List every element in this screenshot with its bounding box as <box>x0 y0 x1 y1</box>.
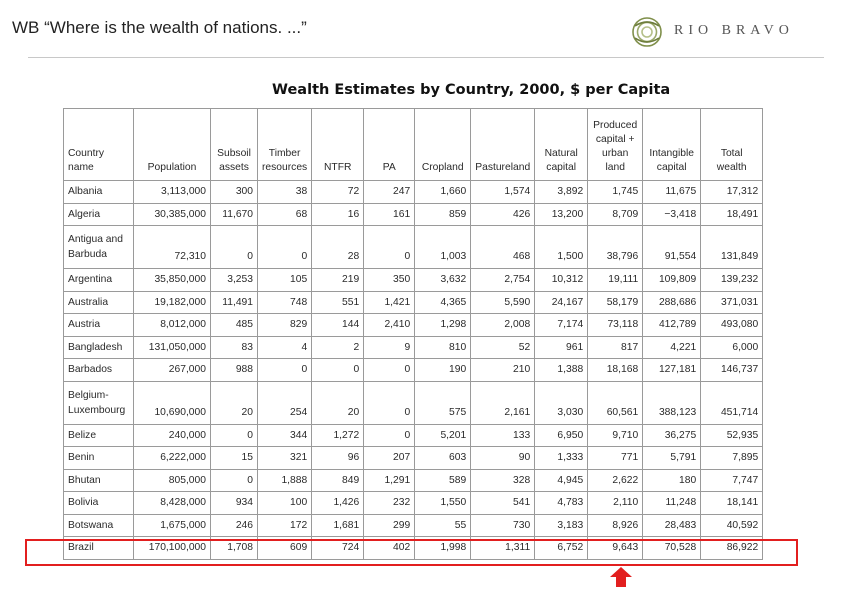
value-cell: 11,670 <box>211 203 258 226</box>
table-row <box>64 291 763 314</box>
table-row <box>64 424 763 447</box>
country-cell: Albania <box>64 181 134 204</box>
country-cell: Antigua and Barbuda <box>64 226 134 269</box>
value-cell: 371,031 <box>701 291 763 314</box>
value-cell: 90 <box>471 447 535 470</box>
table-header-row <box>64 109 763 181</box>
value-cell: 52,935 <box>701 424 763 447</box>
value-cell: 0 <box>364 424 415 447</box>
value-cell: 35,850,000 <box>134 269 211 292</box>
value-cell: 1,708 <box>211 537 258 560</box>
value-cell: 1,675,000 <box>134 514 211 537</box>
value-cell: 0 <box>258 226 312 269</box>
value-cell: 1,660 <box>415 181 471 204</box>
country-cell: Botswana <box>64 514 134 537</box>
value-cell: 20 <box>211 381 258 424</box>
country-cell: Benin <box>64 447 134 470</box>
value-cell: 40,592 <box>701 514 763 537</box>
value-cell: 3,113,000 <box>134 181 211 204</box>
table-body <box>64 181 763 560</box>
table-row <box>64 514 763 537</box>
value-cell: 0 <box>312 359 364 382</box>
value-cell: 0 <box>364 359 415 382</box>
value-cell: 300 <box>211 181 258 204</box>
column-header: Natural capital <box>535 109 588 181</box>
value-cell: 72 <box>312 181 364 204</box>
value-cell: 6,000 <box>701 336 763 359</box>
value-cell: 4 <box>258 336 312 359</box>
value-cell: 388,123 <box>643 381 701 424</box>
table-row <box>64 381 763 424</box>
value-cell: 16 <box>312 203 364 226</box>
value-cell: 19,111 <box>588 269 643 292</box>
value-cell: 13,200 <box>535 203 588 226</box>
country-cell: Barbados <box>64 359 134 382</box>
value-cell: 10,690,000 <box>134 381 211 424</box>
value-cell: 83 <box>211 336 258 359</box>
value-cell: 7,174 <box>535 314 588 337</box>
column-header: Pastureland <box>471 109 535 181</box>
value-cell: 859 <box>415 203 471 226</box>
value-cell: 9 <box>364 336 415 359</box>
value-cell: 4,945 <box>535 469 588 492</box>
value-cell: 1,550 <box>415 492 471 515</box>
value-cell: 451,714 <box>701 381 763 424</box>
value-cell: 299 <box>364 514 415 537</box>
value-cell: 541 <box>471 492 535 515</box>
value-cell: 817 <box>588 336 643 359</box>
wealth-estimates-table <box>63 108 763 560</box>
value-cell: 771 <box>588 447 643 470</box>
value-cell: 4,221 <box>643 336 701 359</box>
value-cell: 934 <box>211 492 258 515</box>
value-cell: 247 <box>364 181 415 204</box>
slide-title: WB “Where is the wealth of nations. ...” <box>12 18 307 37</box>
value-cell: 730 <box>471 514 535 537</box>
column-header: Subsoil assets <box>211 109 258 181</box>
value-cell: 7,747 <box>701 469 763 492</box>
value-cell: 412,789 <box>643 314 701 337</box>
value-cell: 133 <box>471 424 535 447</box>
country-cell: Argentina <box>64 269 134 292</box>
column-header: Cropland <box>415 109 471 181</box>
value-cell: 1,311 <box>471 537 535 560</box>
value-cell: 190 <box>415 359 471 382</box>
value-cell: 328 <box>471 469 535 492</box>
value-cell: 100 <box>258 492 312 515</box>
rio-bravo-emblem-icon <box>630 15 666 49</box>
value-cell: 109,809 <box>643 269 701 292</box>
table-row <box>64 181 763 204</box>
table-row <box>64 336 763 359</box>
value-cell: 131,849 <box>701 226 763 269</box>
value-cell: 551 <box>312 291 364 314</box>
value-cell: 6,222,000 <box>134 447 211 470</box>
value-cell: 9,710 <box>588 424 643 447</box>
value-cell: 240,000 <box>134 424 211 447</box>
value-cell: 36,275 <box>643 424 701 447</box>
country-cell: Belgium-Luxembourg <box>64 381 134 424</box>
value-cell: 172 <box>258 514 312 537</box>
value-cell: 1,574 <box>471 181 535 204</box>
value-cell: 589 <box>415 469 471 492</box>
value-cell: 402 <box>364 537 415 560</box>
value-cell: 1,003 <box>415 226 471 269</box>
value-cell: 961 <box>535 336 588 359</box>
country-cell: Austria <box>64 314 134 337</box>
value-cell: 3,183 <box>535 514 588 537</box>
brazil-row-highlight <box>25 539 798 566</box>
value-cell: 144 <box>312 314 364 337</box>
table-row <box>64 447 763 470</box>
value-cell: 5,590 <box>471 291 535 314</box>
table-title: Wealth Estimates by Country, 2000, $ per Capita <box>272 82 671 98</box>
value-cell: 1,888 <box>258 469 312 492</box>
value-cell: 52 <box>471 336 535 359</box>
value-cell: 17,312 <box>701 181 763 204</box>
value-cell: 180 <box>643 469 701 492</box>
value-cell: 105 <box>258 269 312 292</box>
value-cell: 1,388 <box>535 359 588 382</box>
value-cell: 1,426 <box>312 492 364 515</box>
value-cell: 8,926 <box>588 514 643 537</box>
value-cell: 0 <box>364 226 415 269</box>
value-cell: 18,168 <box>588 359 643 382</box>
country-cell: Bhutan <box>64 469 134 492</box>
value-cell: 131,050,000 <box>134 336 211 359</box>
column-header: Produced capital + urban land <box>588 109 643 181</box>
value-cell: 28,483 <box>643 514 701 537</box>
value-cell: 0 <box>211 469 258 492</box>
value-cell: 344 <box>258 424 312 447</box>
value-cell: 207 <box>364 447 415 470</box>
value-cell: 170,100,000 <box>134 537 211 560</box>
value-cell: 468 <box>471 226 535 269</box>
value-cell: 86,922 <box>701 537 763 560</box>
country-cell: Bolivia <box>64 492 134 515</box>
value-cell: 2,754 <box>471 269 535 292</box>
value-cell: 1,298 <box>415 314 471 337</box>
value-cell: 988 <box>211 359 258 382</box>
value-cell: 2,622 <box>588 469 643 492</box>
value-cell: 288,686 <box>643 291 701 314</box>
value-cell: 139,232 <box>701 269 763 292</box>
value-cell: 748 <box>258 291 312 314</box>
value-cell: 1,998 <box>415 537 471 560</box>
value-cell: 2 <box>312 336 364 359</box>
value-cell: 60,561 <box>588 381 643 424</box>
value-cell: 11,248 <box>643 492 701 515</box>
value-cell: 4,365 <box>415 291 471 314</box>
value-cell: 3,030 <box>535 381 588 424</box>
value-cell: 0 <box>211 226 258 269</box>
value-cell: 8,012,000 <box>134 314 211 337</box>
column-header: Country name <box>64 109 134 181</box>
value-cell: 10,312 <box>535 269 588 292</box>
value-cell: 724 <box>312 537 364 560</box>
value-cell: 485 <box>211 314 258 337</box>
value-cell: 5,791 <box>643 447 701 470</box>
value-cell: 28 <box>312 226 364 269</box>
value-cell: 7,895 <box>701 447 763 470</box>
value-cell: 11,491 <box>211 291 258 314</box>
table-row <box>64 269 763 292</box>
value-cell: 1,681 <box>312 514 364 537</box>
value-cell: 24,167 <box>535 291 588 314</box>
value-cell: 1,333 <box>535 447 588 470</box>
value-cell: 55 <box>415 514 471 537</box>
value-cell: 493,080 <box>701 314 763 337</box>
value-cell: 38 <box>258 181 312 204</box>
up-arrow-icon <box>610 567 632 587</box>
value-cell: 9,643 <box>588 537 643 560</box>
value-cell: 1,500 <box>535 226 588 269</box>
value-cell: 127,181 <box>643 359 701 382</box>
country-cell: Brazil <box>64 537 134 560</box>
column-header: PA <box>364 109 415 181</box>
value-cell: 0 <box>258 359 312 382</box>
rio-bravo-logo <box>630 15 820 49</box>
value-cell: 6,752 <box>535 537 588 560</box>
value-cell: 146,737 <box>701 359 763 382</box>
value-cell: 426 <box>471 203 535 226</box>
value-cell: 96 <box>312 447 364 470</box>
value-cell: 2,110 <box>588 492 643 515</box>
value-cell: 6,950 <box>535 424 588 447</box>
value-cell: 805,000 <box>134 469 211 492</box>
value-cell: 8,709 <box>588 203 643 226</box>
table-row <box>64 226 763 269</box>
value-cell: 0 <box>211 424 258 447</box>
value-cell: 575 <box>415 381 471 424</box>
value-cell: 15 <box>211 447 258 470</box>
value-cell: 38,796 <box>588 226 643 269</box>
value-cell: 11,675 <box>643 181 701 204</box>
value-cell: 30,385,000 <box>134 203 211 226</box>
value-cell: 321 <box>258 447 312 470</box>
value-cell: 849 <box>312 469 364 492</box>
value-cell: 1,745 <box>588 181 643 204</box>
value-cell: 3,892 <box>535 181 588 204</box>
value-cell: 19,182,000 <box>134 291 211 314</box>
value-cell: 18,491 <box>701 203 763 226</box>
country-cell: Bangladesh <box>64 336 134 359</box>
value-cell: 3,253 <box>211 269 258 292</box>
table-row <box>64 359 763 382</box>
country-cell: Australia <box>64 291 134 314</box>
value-cell: 829 <box>258 314 312 337</box>
value-cell: 70,528 <box>643 537 701 560</box>
value-cell: 210 <box>471 359 535 382</box>
value-cell: 603 <box>415 447 471 470</box>
table-row <box>64 314 763 337</box>
value-cell: 73,118 <box>588 314 643 337</box>
value-cell: 2,410 <box>364 314 415 337</box>
country-cell: Belize <box>64 424 134 447</box>
value-cell: 219 <box>312 269 364 292</box>
value-cell: 2,008 <box>471 314 535 337</box>
value-cell: 161 <box>364 203 415 226</box>
header-divider <box>28 57 824 58</box>
value-cell: 3,632 <box>415 269 471 292</box>
value-cell: 68 <box>258 203 312 226</box>
value-cell: 232 <box>364 492 415 515</box>
table-row <box>64 469 763 492</box>
column-header: Timber resources <box>258 109 312 181</box>
column-header: NTFR <box>312 109 364 181</box>
table-row <box>64 203 763 226</box>
value-cell: −3,418 <box>643 203 701 226</box>
logo-text: RIO BRAVO <box>674 23 794 38</box>
value-cell: 5,201 <box>415 424 471 447</box>
value-cell: 609 <box>258 537 312 560</box>
column-header: Population <box>134 109 211 181</box>
value-cell: 1,421 <box>364 291 415 314</box>
value-cell: 1,272 <box>312 424 364 447</box>
column-header: Intangible capital <box>643 109 701 181</box>
value-cell: 2,161 <box>471 381 535 424</box>
value-cell: 72,310 <box>134 226 211 269</box>
value-cell: 0 <box>364 381 415 424</box>
value-cell: 350 <box>364 269 415 292</box>
value-cell: 91,554 <box>643 226 701 269</box>
value-cell: 20 <box>312 381 364 424</box>
value-cell: 4,783 <box>535 492 588 515</box>
value-cell: 18,141 <box>701 492 763 515</box>
value-cell: 1,291 <box>364 469 415 492</box>
value-cell: 810 <box>415 336 471 359</box>
value-cell: 8,428,000 <box>134 492 211 515</box>
table-row <box>64 492 763 515</box>
value-cell: 58,179 <box>588 291 643 314</box>
country-cell: Algeria <box>64 203 134 226</box>
value-cell: 246 <box>211 514 258 537</box>
value-cell: 254 <box>258 381 312 424</box>
column-header: Total wealth <box>701 109 763 181</box>
value-cell: 267,000 <box>134 359 211 382</box>
